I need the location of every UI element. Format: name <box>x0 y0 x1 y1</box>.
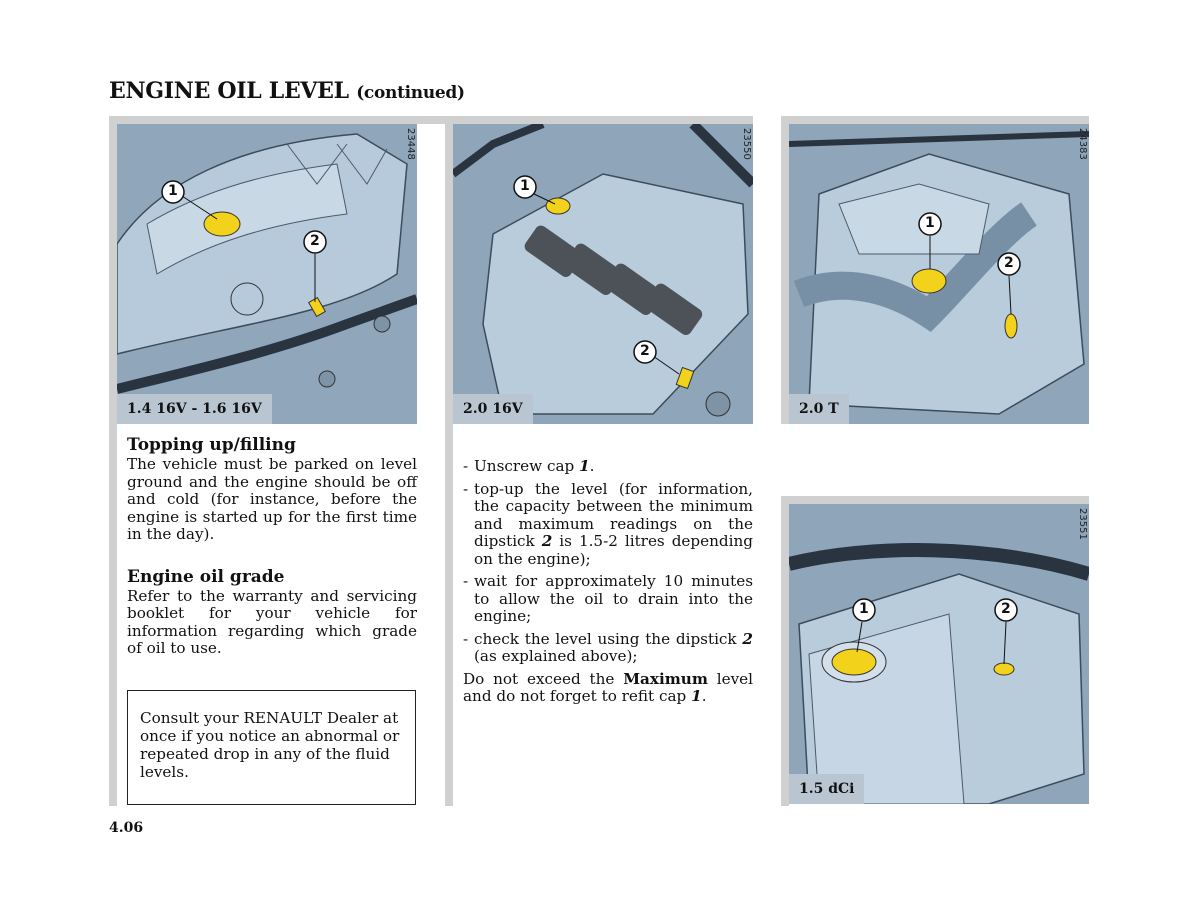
left-column-text <box>127 434 417 658</box>
callout-1: 1 <box>859 601 869 617</box>
left-column-frame <box>109 116 117 806</box>
figure-caption: 1.5 dCi <box>789 774 864 804</box>
engine-illustration-1 <box>117 124 417 424</box>
engine-figure-4 <box>789 504 1089 804</box>
section-heading-oil-grade: Engine oil grade <box>127 566 285 587</box>
figure-ref-number: 23550 <box>741 128 752 160</box>
right-figure2-frame-top <box>781 496 1089 504</box>
engine-illustration-2 <box>453 124 753 424</box>
callout-1: 1 <box>925 215 935 231</box>
figure-ref-number: 24383 <box>1077 128 1088 160</box>
section-heading-topping-up: Topping up/filling <box>127 435 296 455</box>
right-figure-frame-top <box>781 116 1089 124</box>
callout-1: 1 <box>168 183 178 199</box>
figure-frame-top <box>109 116 753 124</box>
callout-2: 2 <box>1004 255 1014 271</box>
title-suffix: (continued) <box>356 83 465 103</box>
step-unscrew-cap: - Unscrew cap 1. <box>463 458 753 476</box>
middle-column-frame <box>445 116 453 806</box>
oil-grade-paragraph: Refer to the warranty and servicing booklet for your vehicle for information regarding which grade of oil to use. <box>127 586 417 657</box>
figure-ref-number: 23448 <box>405 128 416 160</box>
figure-ref-number: 23551 <box>1077 508 1088 540</box>
engine-figure-3 <box>789 124 1089 424</box>
callout-2: 2 <box>310 233 320 249</box>
right-figure2-frame-side <box>781 496 789 806</box>
dealer-note-box <box>127 690 416 805</box>
step-wait: - wait for approximately 10 minutes to allow the oil to drain into the engine; <box>463 573 753 626</box>
final-warning-paragraph: Do not exceed the Maximum level and do not forget to refit cap 1. <box>463 669 753 705</box>
middle-column-text <box>463 458 753 706</box>
engine-figure-1 <box>117 124 417 424</box>
step-top-up: - top-up the level (for information, the capacity between the minimum and maximum readings on the dipstick 2 is 1.5-2 litres depending on the engine); <box>463 481 753 569</box>
callout-2: 2 <box>1001 601 1011 617</box>
figure-caption: 1.4 16V - 1.6 16V <box>117 394 272 424</box>
engine-illustration-3 <box>789 124 1089 424</box>
figure-caption: 2.0 T <box>789 394 849 424</box>
dealer-note-text: Consult your RENAULT Dealer at once if you notice an abnormal or repeated drop in any of the fluid levels. <box>140 709 400 781</box>
right-figure-frame-side <box>781 116 789 424</box>
step-check-level: - check the level using the dipstick 2 (as explained above); <box>463 631 753 666</box>
engine-figure-2 <box>453 124 753 424</box>
engine-illustration-4 <box>789 504 1089 804</box>
page-title <box>109 78 465 104</box>
title-main: ENGINE OIL LEVEL <box>109 78 349 104</box>
page-number: 4.06 <box>109 820 144 836</box>
callout-2: 2 <box>640 343 650 359</box>
topping-up-paragraph: The vehicle must be parked on level ground and the engine should be off and cold (for instance, before the engine is started up for the first time in the day). <box>127 455 417 543</box>
callout-1: 1 <box>520 178 530 194</box>
figure-caption: 2.0 16V <box>453 394 533 424</box>
steps-list <box>463 458 753 666</box>
